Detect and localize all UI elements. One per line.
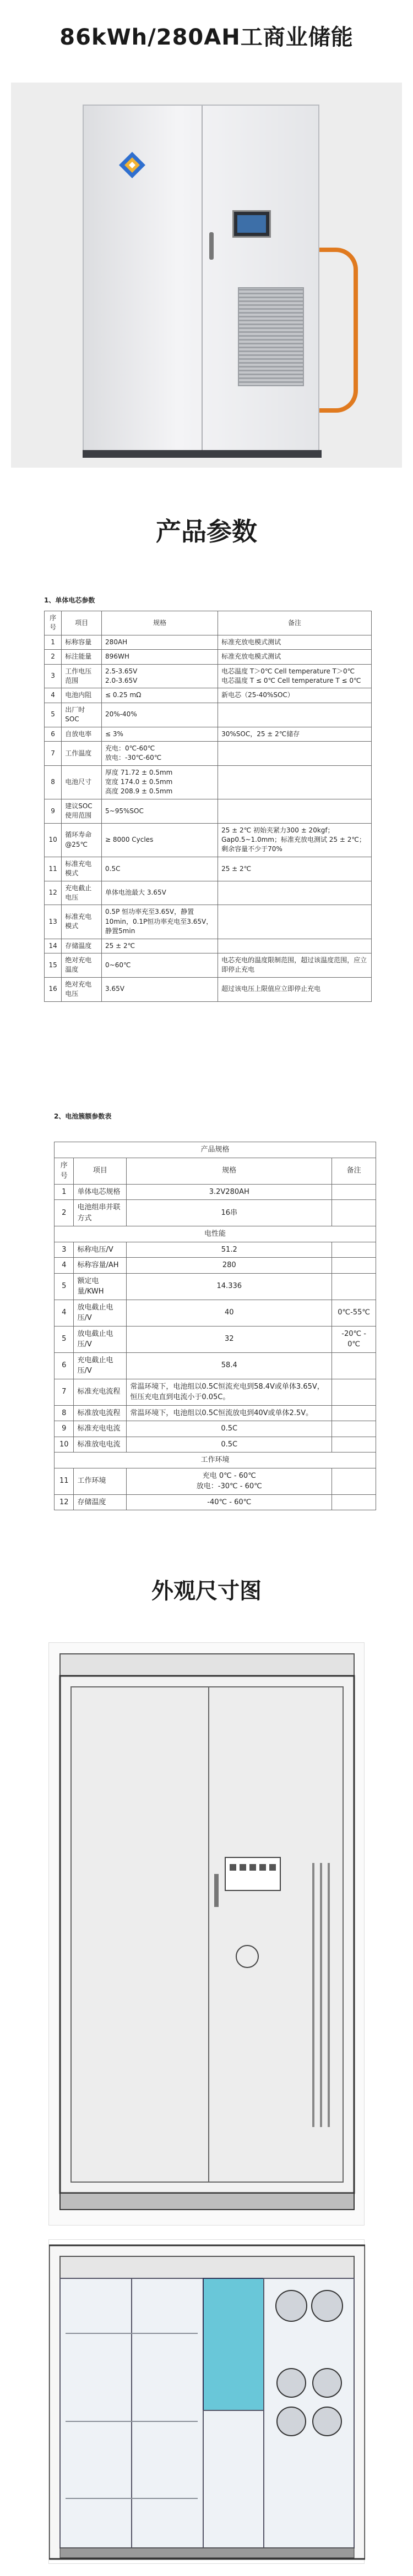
page-title: 86kWh/280AH工商业储能 xyxy=(59,25,354,50)
row-item: 建议SOC使用范围 xyxy=(62,799,102,823)
row-number: 8 xyxy=(55,1405,74,1421)
row-item: 标准放电电流 xyxy=(74,1437,127,1453)
row-spec: 单体电池最大 3.65V xyxy=(102,881,218,905)
brand-logo-icon xyxy=(117,150,148,180)
row-note xyxy=(332,1405,376,1421)
table-row xyxy=(45,857,372,881)
row-item: 标准充电模式 xyxy=(62,857,102,881)
table-row xyxy=(55,1352,376,1379)
row-note xyxy=(218,741,372,765)
cell-table-heading: 1、单体电芯参数 xyxy=(44,596,95,604)
row-item: 工作环境 xyxy=(74,1468,127,1494)
table-row xyxy=(45,799,372,823)
row-note: -20℃ - 0℃ xyxy=(332,1326,376,1352)
row-note: 电芯温度 T＞0℃ Cell temperature T＞0℃ 电芯温度 T ≤ 0℃ Cell temperature T ≤ 0℃ xyxy=(218,664,372,688)
row-note xyxy=(332,1379,376,1405)
table-header-cell: 规格 xyxy=(127,1158,332,1184)
row-spec: 20%-40% xyxy=(102,703,218,727)
row-number: 4 xyxy=(55,1258,74,1274)
table-header-cell: 备注 xyxy=(218,611,372,635)
table-header-cell: 序号 xyxy=(45,611,62,635)
cabinet-base xyxy=(83,450,322,458)
row-item: 额定电量/KWH xyxy=(74,1273,127,1300)
row-item: 标注能量 xyxy=(62,650,102,664)
row-note xyxy=(332,1242,376,1258)
row-note xyxy=(332,1352,376,1379)
table-header-cell: 规格 xyxy=(102,611,218,635)
row-number: 1 xyxy=(45,635,62,649)
row-spec: 0.5C xyxy=(102,857,218,881)
row-number: 8 xyxy=(45,765,62,799)
table-group-row xyxy=(55,1142,376,1158)
row-spec: 0~60℃ xyxy=(102,953,218,977)
row-item: 存储温度 xyxy=(62,939,102,953)
row-spec: 0.5P 恒功率充至3.65V，静置10min，0.1P恒功率充电至3.65V，静置5min xyxy=(102,905,218,939)
row-item: 标准放电流程 xyxy=(74,1405,127,1421)
table-header-row xyxy=(55,1158,376,1184)
row-note xyxy=(218,799,372,823)
row-number: 1 xyxy=(55,1184,74,1200)
table-row xyxy=(45,703,372,727)
row-number: 2 xyxy=(45,650,62,664)
row-spec: -40℃ - 60℃ xyxy=(127,1494,332,1510)
table-row xyxy=(45,881,372,905)
door-handle xyxy=(209,232,214,260)
row-spec: 3.2V280AH xyxy=(127,1184,332,1200)
row-item: 充电截止电压/V xyxy=(74,1352,127,1379)
pack-table-heading: 2、电池簇额参数表 xyxy=(54,1112,112,1120)
row-item: 标称电压/V xyxy=(74,1242,127,1258)
row-spec: 充电 0℃ - 60℃ 放电：-30℃ - 60℃ xyxy=(127,1468,332,1494)
row-number: 6 xyxy=(45,727,62,741)
table-row xyxy=(45,977,372,1001)
row-spec: 280 xyxy=(127,1258,332,1274)
row-note: 标准充放电模式测试 xyxy=(218,635,372,649)
row-note xyxy=(332,1437,376,1453)
row-number: 9 xyxy=(45,799,62,823)
row-number: 16 xyxy=(45,977,62,1001)
row-note: 电芯充电的温度限制范围，超过该温度范围，应立即停止充电 xyxy=(218,953,372,977)
row-spec: 3.65V xyxy=(102,977,218,1001)
params-heading: 产品参数 xyxy=(156,517,257,546)
table-row xyxy=(45,823,372,857)
row-number: 10 xyxy=(45,823,62,857)
row-note xyxy=(332,1421,376,1437)
row-item: 工作电压范围 xyxy=(62,664,102,688)
table-header-row xyxy=(45,611,372,635)
row-note xyxy=(332,1258,376,1274)
row-note: 25 ± 2℃ 初始夹紧力300 ± 20kgf；Gap0.5~1.0mm；标准充放电测试 25 ± 2℃；剩余容量不少于70% xyxy=(218,823,372,857)
row-item: 出厂时SOC xyxy=(62,703,102,727)
row-item: 标准充电模式 xyxy=(62,905,102,939)
row-number: 10 xyxy=(55,1437,74,1453)
row-item: 标称容量 xyxy=(62,635,102,649)
row-note xyxy=(332,1468,376,1494)
row-note xyxy=(218,703,372,727)
table-row xyxy=(55,1273,376,1300)
table-group-row xyxy=(55,1226,376,1242)
row-spec: 2.5-3.65V 2.0-3.65V xyxy=(102,664,218,688)
cooling-vent xyxy=(238,287,304,386)
row-spec: 0.5C xyxy=(127,1421,332,1437)
table-row xyxy=(45,939,372,953)
row-number: 9 xyxy=(55,1421,74,1437)
row-spec: 14.336 xyxy=(127,1273,332,1300)
internal-view-svg xyxy=(49,2240,365,2564)
row-spec: ≤ 0.25 mΩ xyxy=(102,688,218,703)
control-screen xyxy=(232,210,271,238)
row-item: 标称容量/AH xyxy=(74,1258,127,1274)
table-group-title: 电性能 xyxy=(55,1226,376,1242)
row-number: 3 xyxy=(45,664,62,688)
row-number: 5 xyxy=(45,703,62,727)
row-spec: 896WH xyxy=(102,650,218,664)
row-number: 3 xyxy=(55,1242,74,1258)
pack-params-table xyxy=(54,1142,376,1510)
row-spec: ≤ 3% xyxy=(102,727,218,741)
row-spec: 充电：0℃-60℃ 放电：-30℃-60℃ xyxy=(102,741,218,765)
table-row xyxy=(55,1200,376,1226)
table-row xyxy=(55,1258,376,1274)
row-item: 自放电率 xyxy=(62,727,102,741)
row-note xyxy=(332,1184,376,1200)
cabinet-illustration xyxy=(83,105,319,451)
table-row xyxy=(55,1468,376,1494)
table-row xyxy=(55,1379,376,1405)
row-note: 新电芯（25-40%SOC） xyxy=(218,688,372,703)
table-row xyxy=(55,1242,376,1258)
row-note: 25 ± 2℃ xyxy=(218,857,372,881)
row-number: 5 xyxy=(55,1273,74,1300)
row-item: 工作温度 xyxy=(62,741,102,765)
row-number: 7 xyxy=(55,1379,74,1405)
row-item: 电池内阻 xyxy=(62,688,102,703)
row-number: 4 xyxy=(45,688,62,703)
table-row xyxy=(55,1405,376,1421)
front-view-svg xyxy=(49,1643,365,2226)
row-note xyxy=(218,765,372,799)
table-group-row xyxy=(55,1453,376,1468)
row-note: 标准充放电模式测试 xyxy=(218,650,372,664)
row-note xyxy=(218,939,372,953)
row-number: 14 xyxy=(45,939,62,953)
row-note xyxy=(332,1494,376,1510)
row-spec: 0.5C xyxy=(127,1437,332,1453)
table-row xyxy=(45,727,372,741)
row-spec: 51.2 xyxy=(127,1242,332,1258)
table-row xyxy=(55,1300,376,1326)
row-number: 7 xyxy=(45,741,62,765)
row-item: 标准充电流程 xyxy=(74,1379,127,1405)
front-view-drawing xyxy=(48,1642,365,2226)
table-header-cell: 序号 xyxy=(55,1158,74,1184)
row-number: 11 xyxy=(55,1468,74,1494)
row-note xyxy=(332,1273,376,1300)
table-header-cell: 备注 xyxy=(332,1158,376,1184)
cell-params-table xyxy=(44,611,372,1002)
table-row xyxy=(55,1184,376,1200)
row-spec: 280AH xyxy=(102,635,218,649)
table-header-cell: 项目 xyxy=(74,1158,127,1184)
row-item: 绝对充电电压 xyxy=(62,977,102,1001)
table-row xyxy=(45,650,372,664)
table-header-cell: 项目 xyxy=(62,611,102,635)
row-note: 0℃-55℃ xyxy=(332,1300,376,1326)
door-seam xyxy=(202,106,203,450)
row-spec: 5~95%SOC xyxy=(102,799,218,823)
row-number: 6 xyxy=(55,1352,74,1379)
row-item: 充电截止电压 xyxy=(62,881,102,905)
row-note xyxy=(218,905,372,939)
row-number: 5 xyxy=(55,1326,74,1352)
row-note: 超过该电压上限值应立即停止充电 xyxy=(218,977,372,1001)
table-row xyxy=(55,1437,376,1453)
row-number: 12 xyxy=(55,1494,74,1510)
table-row xyxy=(55,1421,376,1437)
table-row xyxy=(45,765,372,799)
table-row xyxy=(45,905,372,939)
row-item: 存储温度 xyxy=(74,1494,127,1510)
row-item: 循环寿命@25℃ xyxy=(62,823,102,857)
row-item: 单体电芯规格 xyxy=(74,1184,127,1200)
table-row xyxy=(45,741,372,765)
row-spec: 常温环境下，电池组以0.5C恒流放电到40V或单体2.5V。 xyxy=(127,1405,332,1421)
row-item: 放电截止电压/V xyxy=(74,1300,127,1326)
internal-view-drawing xyxy=(48,2239,365,2564)
charging-cable xyxy=(319,248,358,413)
row-spec: ≥ 8000 Cycles xyxy=(102,823,218,857)
row-note: 30%SOC，25 ± 2℃储存 xyxy=(218,727,372,741)
row-number: 13 xyxy=(45,905,62,939)
row-item: 电池尺寸 xyxy=(62,765,102,799)
table-row xyxy=(55,1326,376,1352)
table-row xyxy=(55,1494,376,1510)
table-row xyxy=(45,953,372,977)
table-row xyxy=(45,688,372,703)
row-number: 11 xyxy=(45,857,62,881)
row-note xyxy=(332,1200,376,1226)
row-item: 绝对充电温度 xyxy=(62,953,102,977)
table-group-title: 工作环境 xyxy=(55,1453,376,1468)
row-item: 标准充电电流 xyxy=(74,1421,127,1437)
row-number: 4 xyxy=(55,1300,74,1326)
table-row xyxy=(45,635,372,649)
row-spec: 25 ± 2℃ xyxy=(102,939,218,953)
table-row xyxy=(45,664,372,688)
row-item: 放电截止电压/V xyxy=(74,1326,127,1352)
row-spec: 常温环境下，电池组以0.5C恒流充电到58.4V或单体3.65V，恒压充电直到电流小于0.05C。 xyxy=(127,1379,332,1405)
drawing-heading: 外观尺寸图 xyxy=(151,1579,262,1604)
table-group-title: 产品规格 xyxy=(55,1142,376,1158)
row-spec: 16串 xyxy=(127,1200,332,1226)
row-spec: 40 xyxy=(127,1300,332,1326)
product-photo xyxy=(11,83,402,468)
row-spec: 厚度 71.72 ± 0.5mm 宽度 174.0 ± 0.5mm 高度 208.9 ± 0.5mm xyxy=(102,765,218,799)
row-note xyxy=(218,881,372,905)
row-spec: 32 xyxy=(127,1326,332,1352)
row-number: 15 xyxy=(45,953,62,977)
row-item: 电池组串并联方式 xyxy=(74,1200,127,1226)
row-spec: 58.4 xyxy=(127,1352,332,1379)
row-number: 2 xyxy=(55,1200,74,1226)
row-number: 12 xyxy=(45,881,62,905)
